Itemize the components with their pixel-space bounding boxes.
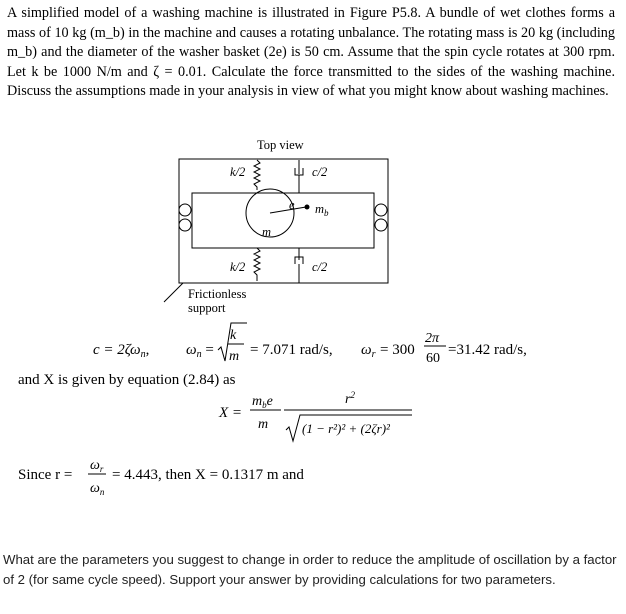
m-label: m: [262, 225, 272, 239]
omega-n-frac-den: $\omega_n$: [90, 481, 105, 497]
c-equation: $c = 2\zeta\omega_n$,: [93, 342, 150, 360]
e-label: e: [289, 198, 295, 212]
r-squared: $r^2$: [345, 390, 355, 407]
problem-statement: A simplified model of a washing machine is illustrated in Figure P5.8. A bundle of wet clothes forms a mass of 10 kg (m_b) in the machine and causes a rotating unbalance. The rotating mass is 20 kg (including m_b) and the diameter of the washer basket (2e) is 50 cm. Assume that the spin cycle rotates at 300 rpm. Let k be 1000 N/m and ζ = 0.01. Calculate the force transmitted to the sides of the washing machine. Discuss the assumptions made in your analysis in view of what you might know about washing machines.: [7, 5, 615, 100]
since-r: Since r =: [18, 467, 73, 483]
k-bottom-label: k/2: [230, 260, 246, 274]
x-label: X =: [219, 405, 243, 421]
sixty: 60: [426, 351, 440, 366]
omega-r-value: =31.42 rad/s,: [448, 342, 527, 358]
k-numerator: k: [230, 328, 237, 343]
root-content: (1 − r²)² + (2ζr)²: [302, 421, 390, 436]
omega-r-symbol: $\omega_r$: [361, 342, 376, 360]
c-bottom-label: c/2: [312, 260, 328, 274]
k-top-label: k/2: [230, 165, 246, 179]
support-label-line2: support: [188, 301, 226, 315]
question-text: What are the parameters you suggest to change in order to reduce the amplitude of oscillation by a factor of 2 (for same cycle speed). Support your answer by providing calculations for two parameters.: [3, 552, 617, 587]
omega-r-eq: = 300: [380, 342, 415, 358]
support-label-line1: Frictionless: [188, 287, 247, 301]
mb-label: $m_b$: [315, 202, 329, 218]
x-intro: and X is given by equation (2.84) as: [18, 372, 236, 388]
two-pi: 2π: [425, 331, 440, 346]
omega-n-symbol: $\omega_n$ =: [186, 342, 214, 360]
top-view-label: Top view: [257, 138, 304, 152]
r-value: = 4.443, then X = 0.1317 m and: [112, 467, 304, 483]
c-top-label: c/2: [312, 165, 328, 179]
omega-r-frac-num: $\omega_r$: [90, 458, 104, 474]
omega-n-value: = 7.071 rad/s,: [250, 342, 333, 358]
m-denominator: m: [229, 349, 240, 364]
mb-e-numerator: $m_be$: [252, 394, 273, 410]
x-denominator-m: m: [258, 417, 269, 432]
